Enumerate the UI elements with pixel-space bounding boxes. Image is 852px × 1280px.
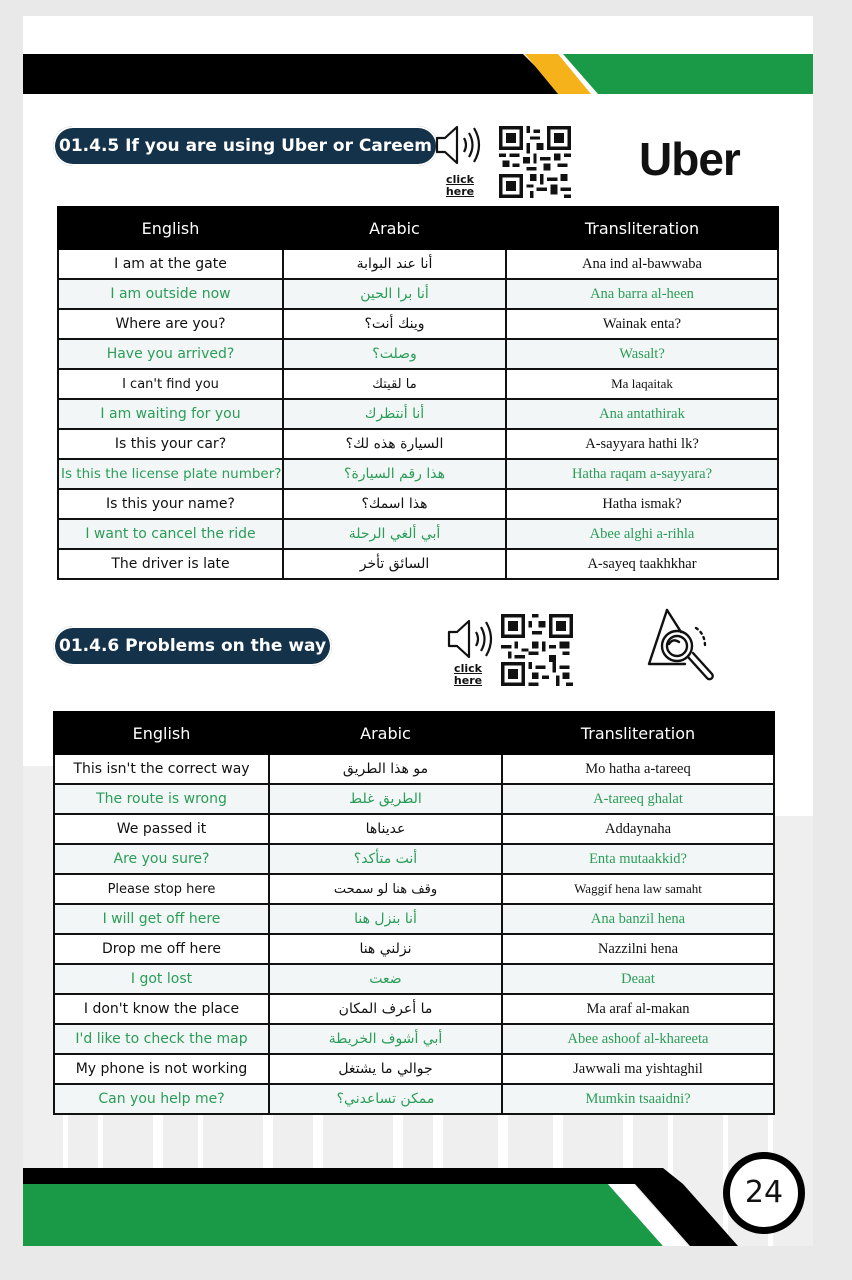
qr-code[interactable]	[501, 614, 573, 686]
column-header-arabic: Arabic	[269, 712, 502, 754]
transliteration-cell: Hatha ismak?	[506, 489, 778, 519]
transliteration-cell: Wasalt?	[506, 339, 778, 369]
transliteration-cell: Ana antathirak	[506, 399, 778, 429]
page-number: 24	[723, 1152, 805, 1234]
english-cell: I am outside now	[58, 279, 283, 309]
transliteration-cell: Addaynaha	[502, 814, 774, 844]
english-cell: The route is wrong	[54, 784, 269, 814]
table-row	[54, 964, 774, 994]
transliteration-cell: Ma laqaitak	[506, 369, 778, 399]
section-title-problems: 01.4.6 Problems on the way	[53, 626, 332, 666]
transliteration-cell: Nazzilni hena	[502, 934, 774, 964]
speaker-icon[interactable]	[433, 122, 487, 168]
arabic-cell: مو هذا الطريق	[269, 754, 502, 784]
english-cell: Can you help me?	[54, 1084, 269, 1114]
transliteration-cell: Abee ashoof al-khareeta	[502, 1024, 774, 1054]
transliteration-cell: Wainak enta?	[506, 309, 778, 339]
transliteration-cell: Jawwali ma yishtaghil	[502, 1054, 774, 1084]
table-header-row	[54, 712, 774, 754]
arabic-cell: نزلني هنا	[269, 934, 502, 964]
site-title[interactable]: Speak-Arabi.com	[57, 24, 236, 48]
english-cell: I will get off here	[54, 904, 269, 934]
arabic-cell: أنا عند البوابة	[283, 249, 506, 279]
table-header-row	[58, 207, 778, 249]
section-title-uber: 01.4.5 If you are using Uber or Careem	[53, 126, 438, 166]
english-cell: I got lost	[54, 964, 269, 994]
arabic-cell: ما أعرف المكان	[269, 994, 502, 1024]
column-header-english: English	[54, 712, 269, 754]
table-row	[58, 309, 778, 339]
english-cell: Is this the license plate number?	[58, 459, 283, 489]
english-cell: I can't find you	[58, 369, 283, 399]
footer-band	[23, 1156, 813, 1246]
speaker-icon[interactable]	[445, 616, 499, 662]
transliteration-cell: A-sayyara hathi lk?	[506, 429, 778, 459]
english-cell: We passed it	[54, 814, 269, 844]
table-row	[58, 519, 778, 549]
english-cell: Is this your name?	[58, 489, 283, 519]
transliteration-cell: Ana barra al-heen	[506, 279, 778, 309]
transliteration-cell: Waggif hena law samaht	[502, 874, 774, 904]
transliteration-cell: A-tareeq ghalat	[502, 784, 774, 814]
uber-logo: Uber	[639, 133, 740, 185]
transliteration-cell: Enta mutaakkid?	[502, 844, 774, 874]
column-header-arabic: Arabic	[283, 207, 506, 249]
arabic-cell: هذا اسمك؟	[283, 489, 506, 519]
english-cell: Have you arrived?	[58, 339, 283, 369]
qr-code[interactable]	[499, 126, 571, 198]
table-row	[58, 249, 778, 279]
column-header-transliteration: Transliteration	[506, 207, 778, 249]
table-row	[54, 874, 774, 904]
english-cell: I don't know the place	[54, 994, 269, 1024]
english-cell: I want to cancel the ride	[58, 519, 283, 549]
arabic-cell: ما لقيتك	[283, 369, 506, 399]
arabic-cell: أنا برا الحين	[283, 279, 506, 309]
table-row	[58, 399, 778, 429]
english-cell: Please stop here	[54, 874, 269, 904]
arabic-cell: ممكن تساعدني؟	[269, 1084, 502, 1114]
table-row	[54, 784, 774, 814]
table-row	[58, 459, 778, 489]
transliteration-cell: Mumkin tsaaidni?	[502, 1084, 774, 1114]
transliteration-cell: Abee alghi a-rihla	[506, 519, 778, 549]
english-cell: Where are you?	[58, 309, 283, 339]
header-band	[23, 54, 813, 94]
arabic-cell: السائق تأخر	[283, 549, 506, 579]
english-cell: I am at the gate	[58, 249, 283, 279]
english-cell: Is this your car?	[58, 429, 283, 459]
transliteration-cell: Hatha raqam a-sayyara?	[506, 459, 778, 489]
english-cell: My phone is not working	[54, 1054, 269, 1084]
table-row	[54, 934, 774, 964]
column-header-transliteration: Transliteration	[502, 712, 774, 754]
table-row	[58, 339, 778, 369]
arabic-cell: ضعت	[269, 964, 502, 994]
english-cell: This isn't the correct way	[54, 754, 269, 784]
table-row	[54, 844, 774, 874]
english-cell: The driver is late	[58, 549, 283, 579]
arabic-cell: أبي أشوف الخريطة	[269, 1024, 502, 1054]
arabic-cell: وينك أنت؟	[283, 309, 506, 339]
page	[23, 16, 813, 1246]
table-row	[58, 489, 778, 519]
column-header-english: English	[58, 207, 283, 249]
table-row	[54, 904, 774, 934]
table-row	[58, 549, 778, 579]
uber-phrases-table	[57, 206, 779, 580]
arabic-cell: السيارة هذه لك؟	[283, 429, 506, 459]
transliteration-cell: Ana banzil hena	[502, 904, 774, 934]
arabic-cell: عديناها	[269, 814, 502, 844]
transliteration-cell: Deaat	[502, 964, 774, 994]
table-row	[58, 369, 778, 399]
table-row	[58, 279, 778, 309]
table-row	[54, 1024, 774, 1054]
map-search-icon	[641, 604, 723, 686]
english-cell: Drop me off here	[54, 934, 269, 964]
table-row	[54, 994, 774, 1024]
transliteration-cell: A-sayeq taakhkhar	[506, 549, 778, 579]
click-here-link[interactable]: click here	[453, 662, 483, 687]
problems-phrases-table	[53, 711, 775, 1115]
arabic-cell: وصلت؟	[283, 339, 506, 369]
arabic-cell: أبي ألغي الرحلة	[283, 519, 506, 549]
click-here-link[interactable]: click here	[445, 173, 475, 198]
table-row	[54, 1054, 774, 1084]
table-row	[54, 754, 774, 784]
arabic-cell: جوالي ما يشتغل	[269, 1054, 502, 1084]
table-row	[54, 1084, 774, 1114]
arabic-cell: الطريق غلط	[269, 784, 502, 814]
english-cell: I'd like to check the map	[54, 1024, 269, 1054]
table-row	[58, 429, 778, 459]
arabic-cell: أنت متأكد؟	[269, 844, 502, 874]
arabic-cell: أنا بنزل هنا	[269, 904, 502, 934]
transliteration-cell: Ana ind al-bawwaba	[506, 249, 778, 279]
table-row	[54, 814, 774, 844]
arabic-cell: هذا رقم السيارة؟	[283, 459, 506, 489]
english-cell: Are you sure?	[54, 844, 269, 874]
transliteration-cell: Mo hatha a-tareeq	[502, 754, 774, 784]
arabic-cell: أنا أنتظرك	[283, 399, 506, 429]
transliteration-cell: Ma araf al-makan	[502, 994, 774, 1024]
english-cell: I am waiting for you	[58, 399, 283, 429]
arabic-cell: وقف هنا لو سمحت	[269, 874, 502, 904]
